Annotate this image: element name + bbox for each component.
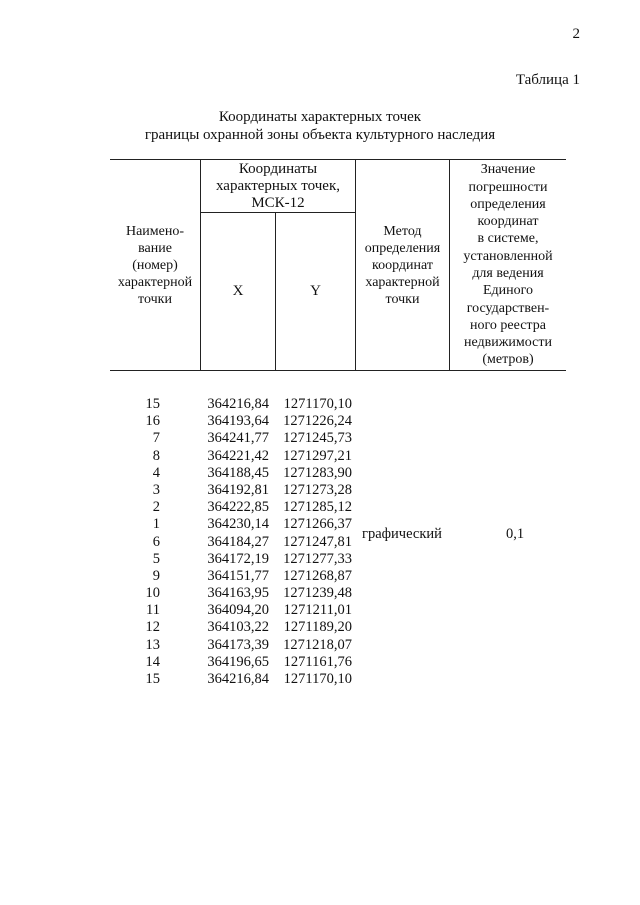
point-number: 10 [145, 585, 160, 602]
point-number: 1 [152, 516, 160, 533]
point-number: 7 [152, 430, 160, 447]
x-coordinate: 364094,20 [207, 602, 269, 619]
header-point-name: Наимено- вание (номер) характерной точки [117, 223, 193, 307]
point-number: 15 [145, 671, 160, 687]
y-coordinate: 1271268,87 [283, 567, 352, 584]
point-number: 9 [152, 567, 160, 584]
x-coordinate: 364188,45 [207, 464, 269, 481]
point-number: 16 [145, 413, 160, 430]
table-label: Таблица 1 [515, 72, 580, 88]
header-method: Метод определения координат характерной точки [364, 223, 441, 307]
y-coordinate: 1271297,21 [283, 447, 352, 464]
header-x: X [232, 283, 244, 299]
y-coordinate: 1271245,73 [283, 430, 352, 447]
x-coordinate: 364196,65 [207, 653, 269, 670]
x-coordinate: 364151,77 [207, 567, 269, 584]
y-coordinate: 1271277,33 [283, 550, 352, 567]
x-coordinate: 364192,81 [207, 481, 269, 498]
point-number: 2 [152, 499, 160, 516]
y-coordinate: 1271273,28 [283, 481, 352, 498]
header-coordinates: Координаты характерных точек, МСК-12 [216, 160, 340, 211]
x-coordinate: 364173,39 [207, 636, 269, 653]
x-coordinate: 364103,22 [207, 619, 269, 636]
y-coordinate: 1271211,01 [283, 602, 352, 619]
point-number: 8 [152, 447, 160, 464]
page-number: 2 [572, 26, 580, 42]
y-coordinate: 1271283,90 [283, 464, 352, 481]
x-coordinate: 364221,42 [207, 447, 269, 464]
x-coordinate: 364193,64 [207, 413, 269, 430]
point-number: 15 [145, 396, 160, 412]
point-number: 6 [152, 533, 160, 550]
x-coordinate: 364241,77 [207, 430, 269, 447]
point-number: 5 [152, 550, 160, 567]
x-coordinate: 364172,19 [207, 550, 269, 567]
point-number: 14 [145, 653, 160, 670]
y-coordinate: 1271189,20 [283, 619, 352, 636]
x-coordinate: 364163,95 [207, 585, 269, 602]
point-number: 13 [145, 636, 160, 653]
x-coordinate: 364184,27 [207, 533, 269, 550]
y-coordinate: 1271266,37 [283, 516, 352, 533]
y-coordinate: 1271226,24 [283, 413, 352, 430]
table-title-line-1: Координаты характерных точек [218, 109, 422, 125]
y-coordinate: 1271285,12 [283, 499, 352, 516]
method-value: графический [362, 526, 442, 542]
x-coordinate: 364222,85 [207, 499, 269, 516]
y-coordinate: 1271170,10 [283, 671, 352, 687]
x-coordinate: 364216,84 [207, 396, 269, 412]
point-number: 12 [145, 619, 160, 636]
y-coordinate: 1271239,48 [283, 585, 352, 602]
header-bottom-rule [110, 370, 566, 371]
y-coordinate: 1271218,07 [283, 636, 352, 653]
y-coordinate: 1271161,76 [283, 653, 352, 670]
point-number: 4 [152, 464, 160, 481]
table-title-line-2: границы охранной зоны объекта культурного наследия [144, 127, 496, 143]
point-number: 11 [146, 602, 160, 619]
header-y: Y [310, 283, 321, 299]
header-accuracy: Значение погрешности определения координат в системе, установленной для ведения Единого государствен- ного реестра недвижимости (метров) [463, 162, 553, 368]
x-coordinate: 364216,84 [207, 671, 269, 687]
y-coordinate: 1271170,10 [283, 396, 352, 412]
x-coordinate: 364230,14 [207, 516, 269, 533]
y-coordinate: 1271247,81 [283, 533, 352, 550]
accuracy-value: 0,1 [505, 526, 525, 542]
point-number: 3 [152, 481, 160, 498]
